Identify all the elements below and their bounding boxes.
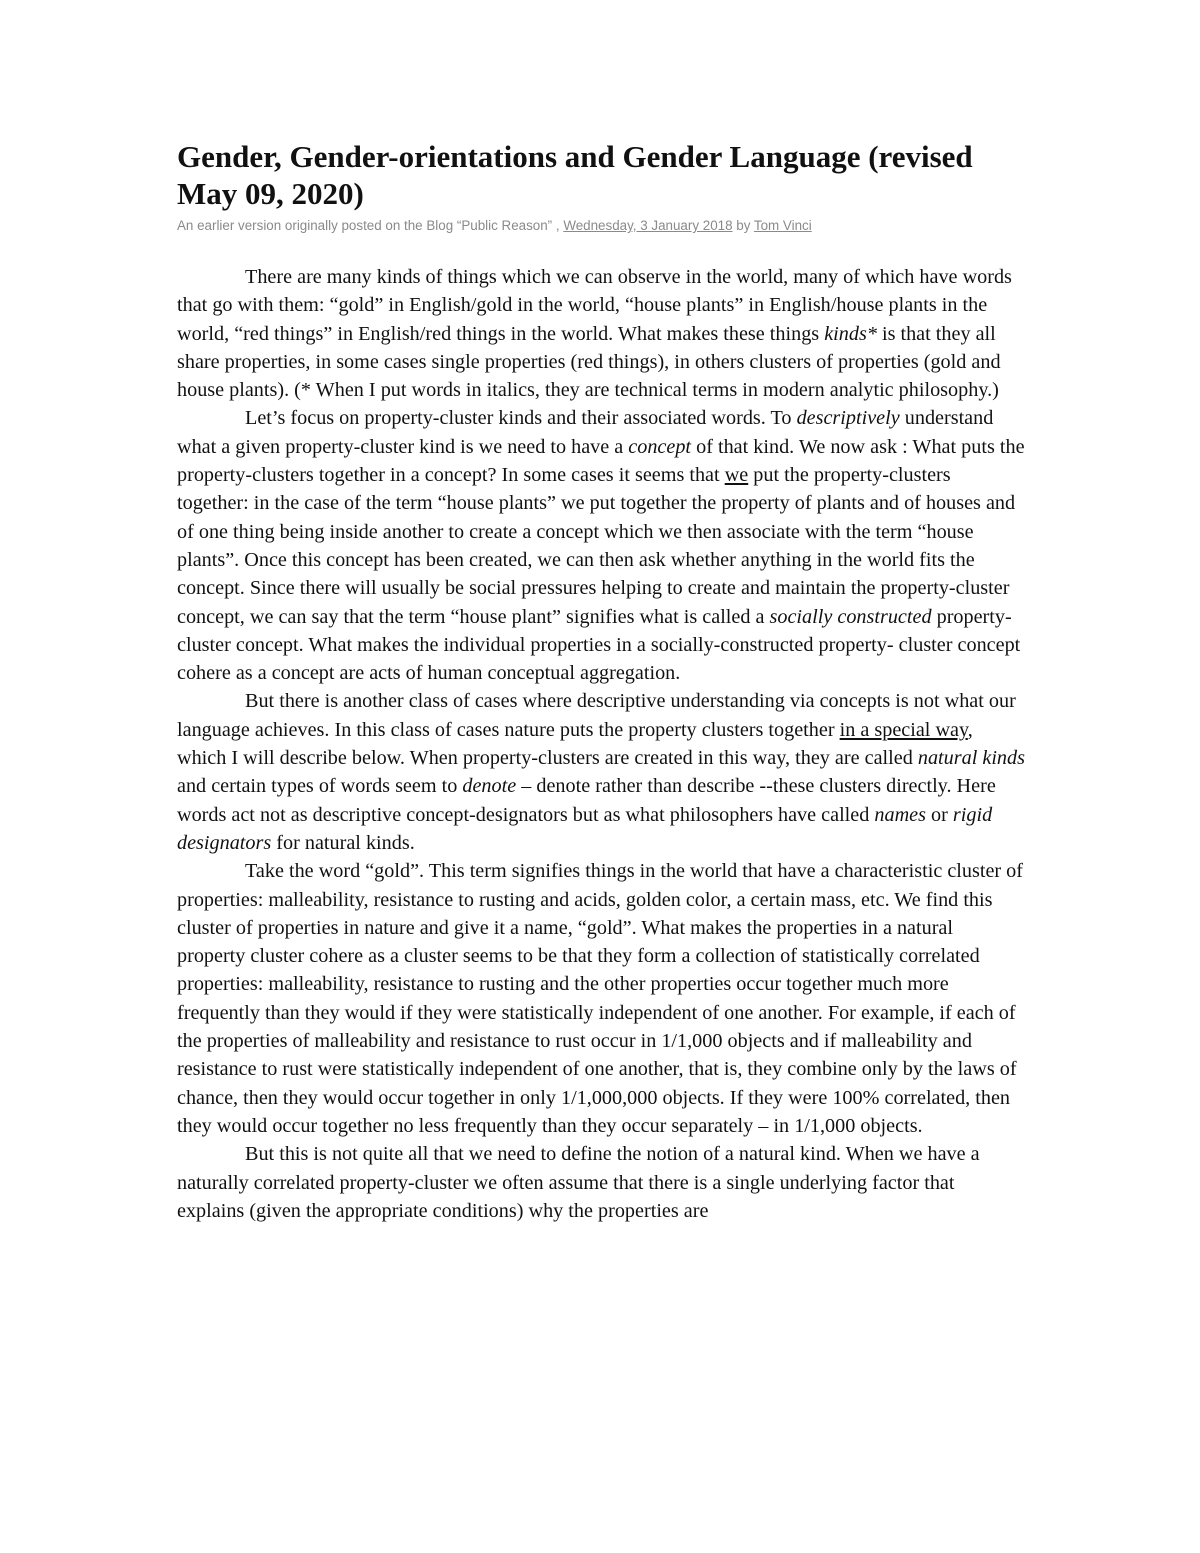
emphasis-special-way: in a special way	[839, 718, 968, 741]
document-body	[177, 263, 1025, 1225]
byline-prefix: An earlier version originally posted on the Blog “Public Reason” ,	[177, 218, 564, 233]
paragraph-3	[177, 687, 1025, 857]
paragraph-3-text-e: or	[925, 803, 953, 826]
emphasis-we: we	[724, 464, 749, 487]
paragraph-3-text-d: – denote rather than describe --these clusters directly. Here words act not as descriptive concept-designators but as what philosophers have called	[177, 775, 996, 826]
paragraph-5: But this is not quite all that we need to define the notion of a natural kind. When we have a naturally correlated property-cluster we often assume that there is a single underlying factor that explains (given the appropriate conditions) why the properties are	[177, 1143, 980, 1222]
term-concept: concept	[628, 435, 692, 458]
term-rigid-designators: rigid designators	[177, 803, 993, 854]
paragraph-2-text-b: understand what a given property-cluster kind is we need to have a	[177, 407, 994, 458]
term-natural-kinds: natural kinds	[917, 747, 1025, 770]
paragraph-3-text-b: , which I will describe below. When property-clusters are created in this way, they are called	[177, 718, 973, 770]
paragraph-1-text-a: There are many kinds of things which we can observe in the world, many of which have words that go with them: “gold” in English/gold in the world, “house plants” in English/house plants in the world, “red things” in English/red things in the world. What makes these things	[177, 266, 1012, 345]
paragraph-2-text-a: Let’s focus on property-cluster kinds and their associated words. To	[245, 407, 797, 430]
paragraph-2-text-c: of that kind. We now ask : What puts the property-clusters together in a concept? In some cases it seems that	[177, 435, 1025, 487]
paragraph-3-text-c: and certain types of words seem to	[177, 775, 463, 798]
paragraph-2-text-d: put the property-clusters together: in the case of the term “house plants” we put together the property of plants and of houses and of one thing being inside another to create a concept which we then associate with the term “house plants”. Once this concept has been created, we can then ask whether anything in the world fits the concept. Since there will usually be social pressures helping to create and maintain the property-cluster concept, we can say that the term “house plant” signifies what is called a	[177, 464, 1016, 628]
paragraph-2-text-e: property-cluster concept. What makes the individual properties in a socially-constructed property- cluster concept cohere as a concept are acts of human conceptual aggregation.	[177, 605, 1021, 685]
byline-by: by	[732, 218, 754, 233]
document-page	[177, 138, 1025, 1225]
paragraph-4: Take the word “gold”. This term signifies things in the world that have a characteristic cluster of properties: malleability, resistance to rusting and acids, golden color, a certain mass, etc. We find this cluster of properties in nature and give it a name, “gold”. What makes the properties in a natural property cluster cohere as a cluster seems to be that they form a collection of statistically correlated properties: malleability, resistance to rusting and the other properties occur together much more frequently than they would if they were statistically independent of one another. For example, if each of the properties of malleability and resistance to rust occur in 1/1,000 objects and if malleability and resistance to rust were statistically independent of one another, that is, they combine only by the laws of chance, then they would occur together in only 1/1,000,000 objects. If they were 100% correlated, then they would occur together no less frequently than they occur separately – in 1/1,000 objects.	[177, 860, 1023, 1137]
paragraph-1	[177, 263, 1025, 404]
byline	[177, 217, 1025, 235]
document-title: Gender, Gender-orientations and Gender Language (revised May 09, 2020)	[177, 139, 973, 211]
term-descriptively: descriptively	[796, 407, 900, 430]
term-denote: denote	[462, 775, 517, 798]
term-socially-constructed: socially constructed	[769, 605, 932, 628]
paragraph-3-text-a: But there is another class of cases where descriptive understanding via concepts is not what our language achieves. In this class of cases nature puts the property clusters together	[177, 690, 1016, 741]
term-kinds: kinds*	[824, 322, 877, 345]
term-names: names	[874, 803, 926, 826]
paragraph-3-text-f: for natural kinds.	[271, 831, 415, 854]
paragraph-2	[177, 404, 1025, 687]
post-date-link[interactable]: Wednesday, 3 January 2018	[563, 218, 733, 233]
paragraph-1-text-b: is that they all share properties, in some cases single properties (red things), in others clusters of properties (gold and house plants). (* When I put words in italics, they are technical terms in modern analytic philosophy.)	[177, 322, 1001, 402]
author-link[interactable]: Tom Vinci	[753, 218, 812, 233]
